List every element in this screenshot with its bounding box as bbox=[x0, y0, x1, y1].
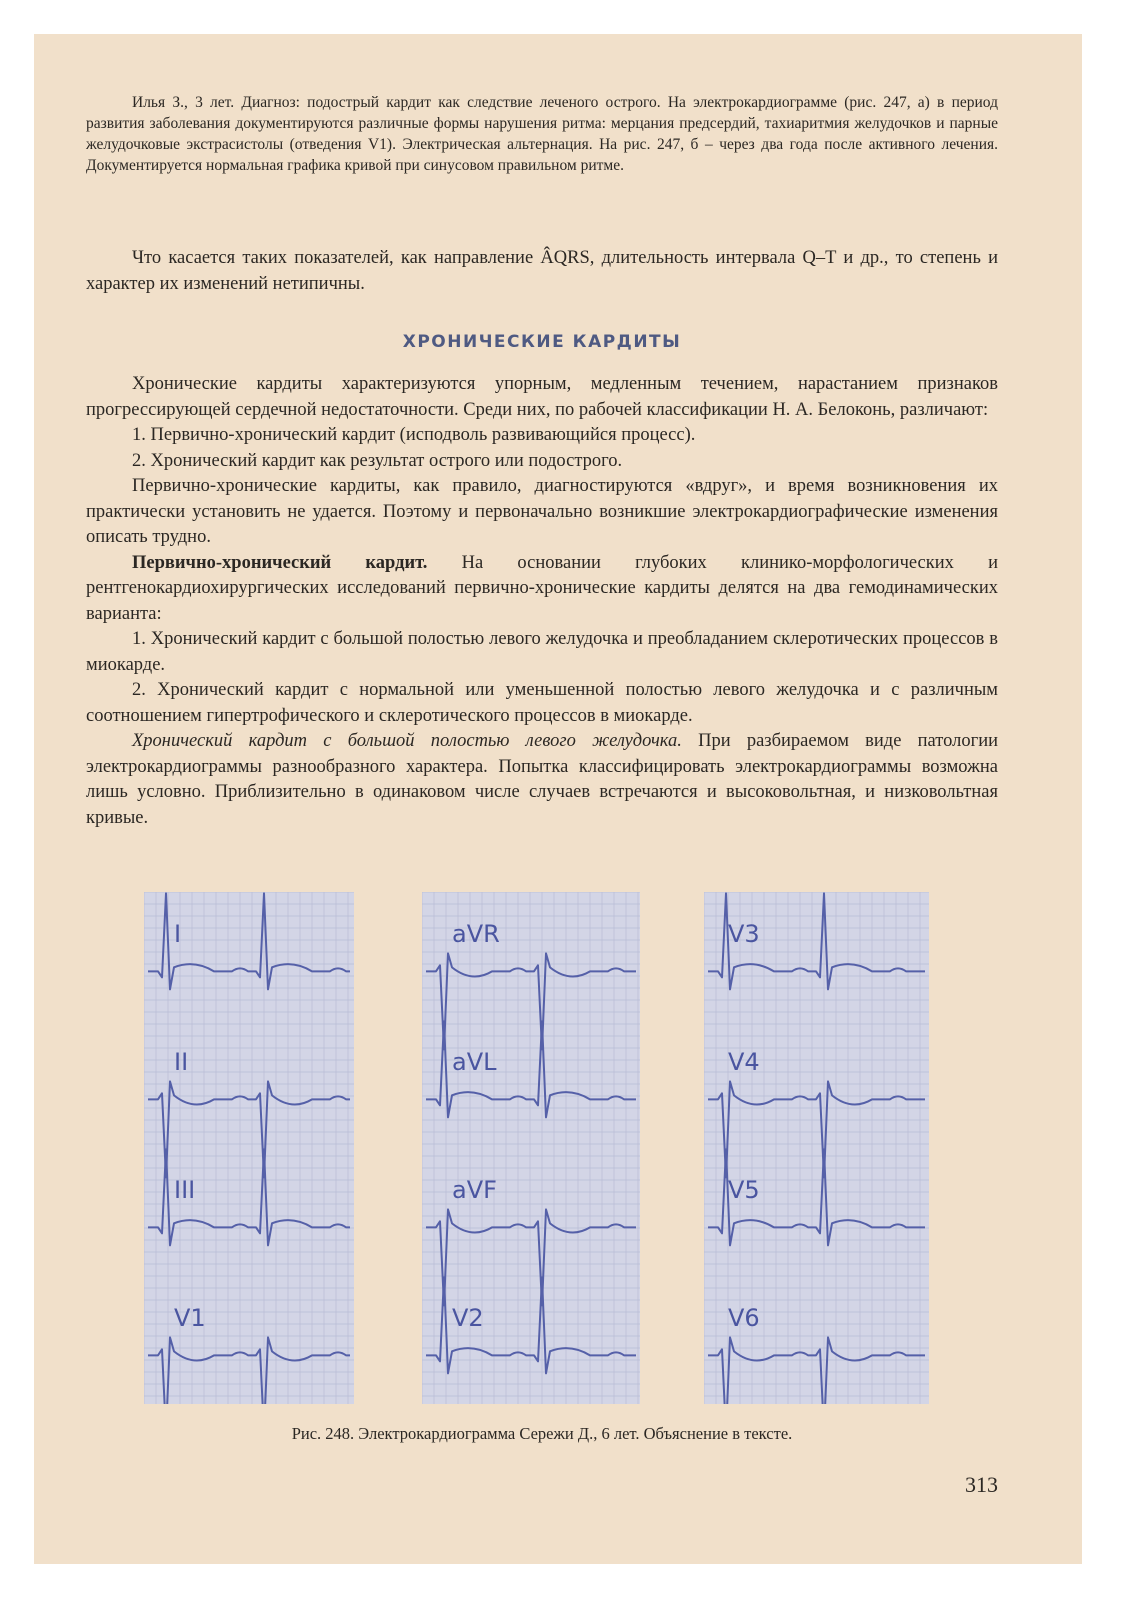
case-note bbox=[86, 92, 998, 176]
ecg-figure bbox=[144, 892, 944, 1404]
ecg-lead-label-v3: V3 bbox=[728, 920, 760, 948]
large-cavity-detail-text: При разбираемом виде патологии электрокардиограммы разнообразного характера. Попытка классифицировать электрокардиограммы возможна лишь условно. Приблизительно в одинаковом числе случаев встречаются и высоковольтная, и низковольтная кривые. bbox=[86, 731, 999, 828]
classification-item-2: 2. Хронический кардит как результат острого или подострого. bbox=[132, 450, 623, 471]
ecg-lead-label-avl: aVL bbox=[452, 1048, 497, 1076]
ecg-strip-limb-leads bbox=[144, 892, 354, 1404]
ecg-lead-label-v4: V4 bbox=[728, 1048, 760, 1076]
variant-item-2: 2. Хронический кардит с нормальной или уменьшенной полостью левого желудочка и с различным соотношением гипертрофического и склеротического процессов в миокарде. bbox=[86, 680, 998, 726]
ecg-lead-label-v6: V6 bbox=[728, 1304, 760, 1332]
intro-paragraph: Хронические кардиты характеризуются упорным, медленным течением, нарастанием признаков прогрессирующей сердечной недостаточности. Среди них, по рабочей классификации Н. А. Белоконь, различают: bbox=[86, 374, 998, 420]
page-number: 313 bbox=[965, 1472, 998, 1497]
ecg-lead-label-v2: V2 bbox=[452, 1304, 484, 1332]
primary-chronic-detail-text: На основании глубоких клинико-морфологических и рентгенокардиохирургических исследований первично-хронические кардиты делятся на два гемодинамических варианта: bbox=[86, 552, 999, 624]
qrs-paragraph bbox=[86, 246, 998, 297]
section-heading: ХРОНИЧЕСКИЕ КАРДИТЫ bbox=[402, 332, 682, 352]
ecg-strip-augmented-leads bbox=[422, 892, 640, 1404]
ecg-lead-label-v1: V1 bbox=[174, 1304, 206, 1332]
ecg-strip-chest-leads bbox=[704, 892, 929, 1404]
ecg-lead-label-avr: aVR bbox=[452, 920, 500, 948]
primary-chronic-paragraph: Первично-хронические кардиты, как правило, диагностируются «вдруг», и время возникновения их практически установить не удается. Поэтому и первоначально возникшие электрокардиографические изменения описать трудно. bbox=[86, 476, 998, 547]
main-text bbox=[86, 372, 998, 831]
ecg-lead-label-avf: aVF bbox=[452, 1176, 497, 1204]
ecg-lead-label-iii: III bbox=[174, 1176, 196, 1204]
case-note-text: Илья З., 3 лет. Диагноз: подострый кардит как следствие леченого острого. На электрокардиограмме (рис. 247, а) в период развития заболевания документируются различные формы нарушения ритма: мерцания предсердий, тахиаритмия желудочков и парные желудочковые экстрасистолы (отведения V1). Электрическая альтернация. На рис. 247, б – через два года после активного лечения. Документируется нормальная графика кривой при синусовом правильном ритме. bbox=[86, 94, 998, 174]
figure-caption: Рис. 248. Электрокардиограмма Сережи Д., 6 лет. Объяснение в тексте. bbox=[291, 1424, 793, 1443]
ecg-lead-label-i: I bbox=[174, 920, 182, 948]
large-cavity-paragraph bbox=[86, 729, 998, 831]
primary-chronic-subhead: Первично-хронический кардит. bbox=[132, 552, 428, 573]
large-cavity-subhead: Хронический кардит с большой полостью левого желудочка. bbox=[132, 731, 682, 751]
ecg-lead-label-ii: II bbox=[174, 1048, 189, 1076]
qrs-paragraph-text: Что касается таких показателей, как направление ÂQRS, длительность интервала Q–T и др., то степень и характер их изменений нетипичны. bbox=[86, 248, 998, 294]
primary-chronic-detail bbox=[86, 551, 998, 628]
classification-item-1: 1. Первично-хронический кардит (исподволь развивающийся процесс). bbox=[132, 425, 696, 445]
variant-item-1: 1. Хронический кардит с большой полостью левого желудочка и преобладанием склеротических процессов в миокарде. bbox=[86, 629, 998, 675]
book-page bbox=[34, 34, 1082, 1564]
ecg-lead-label-v5: V5 bbox=[728, 1176, 760, 1204]
